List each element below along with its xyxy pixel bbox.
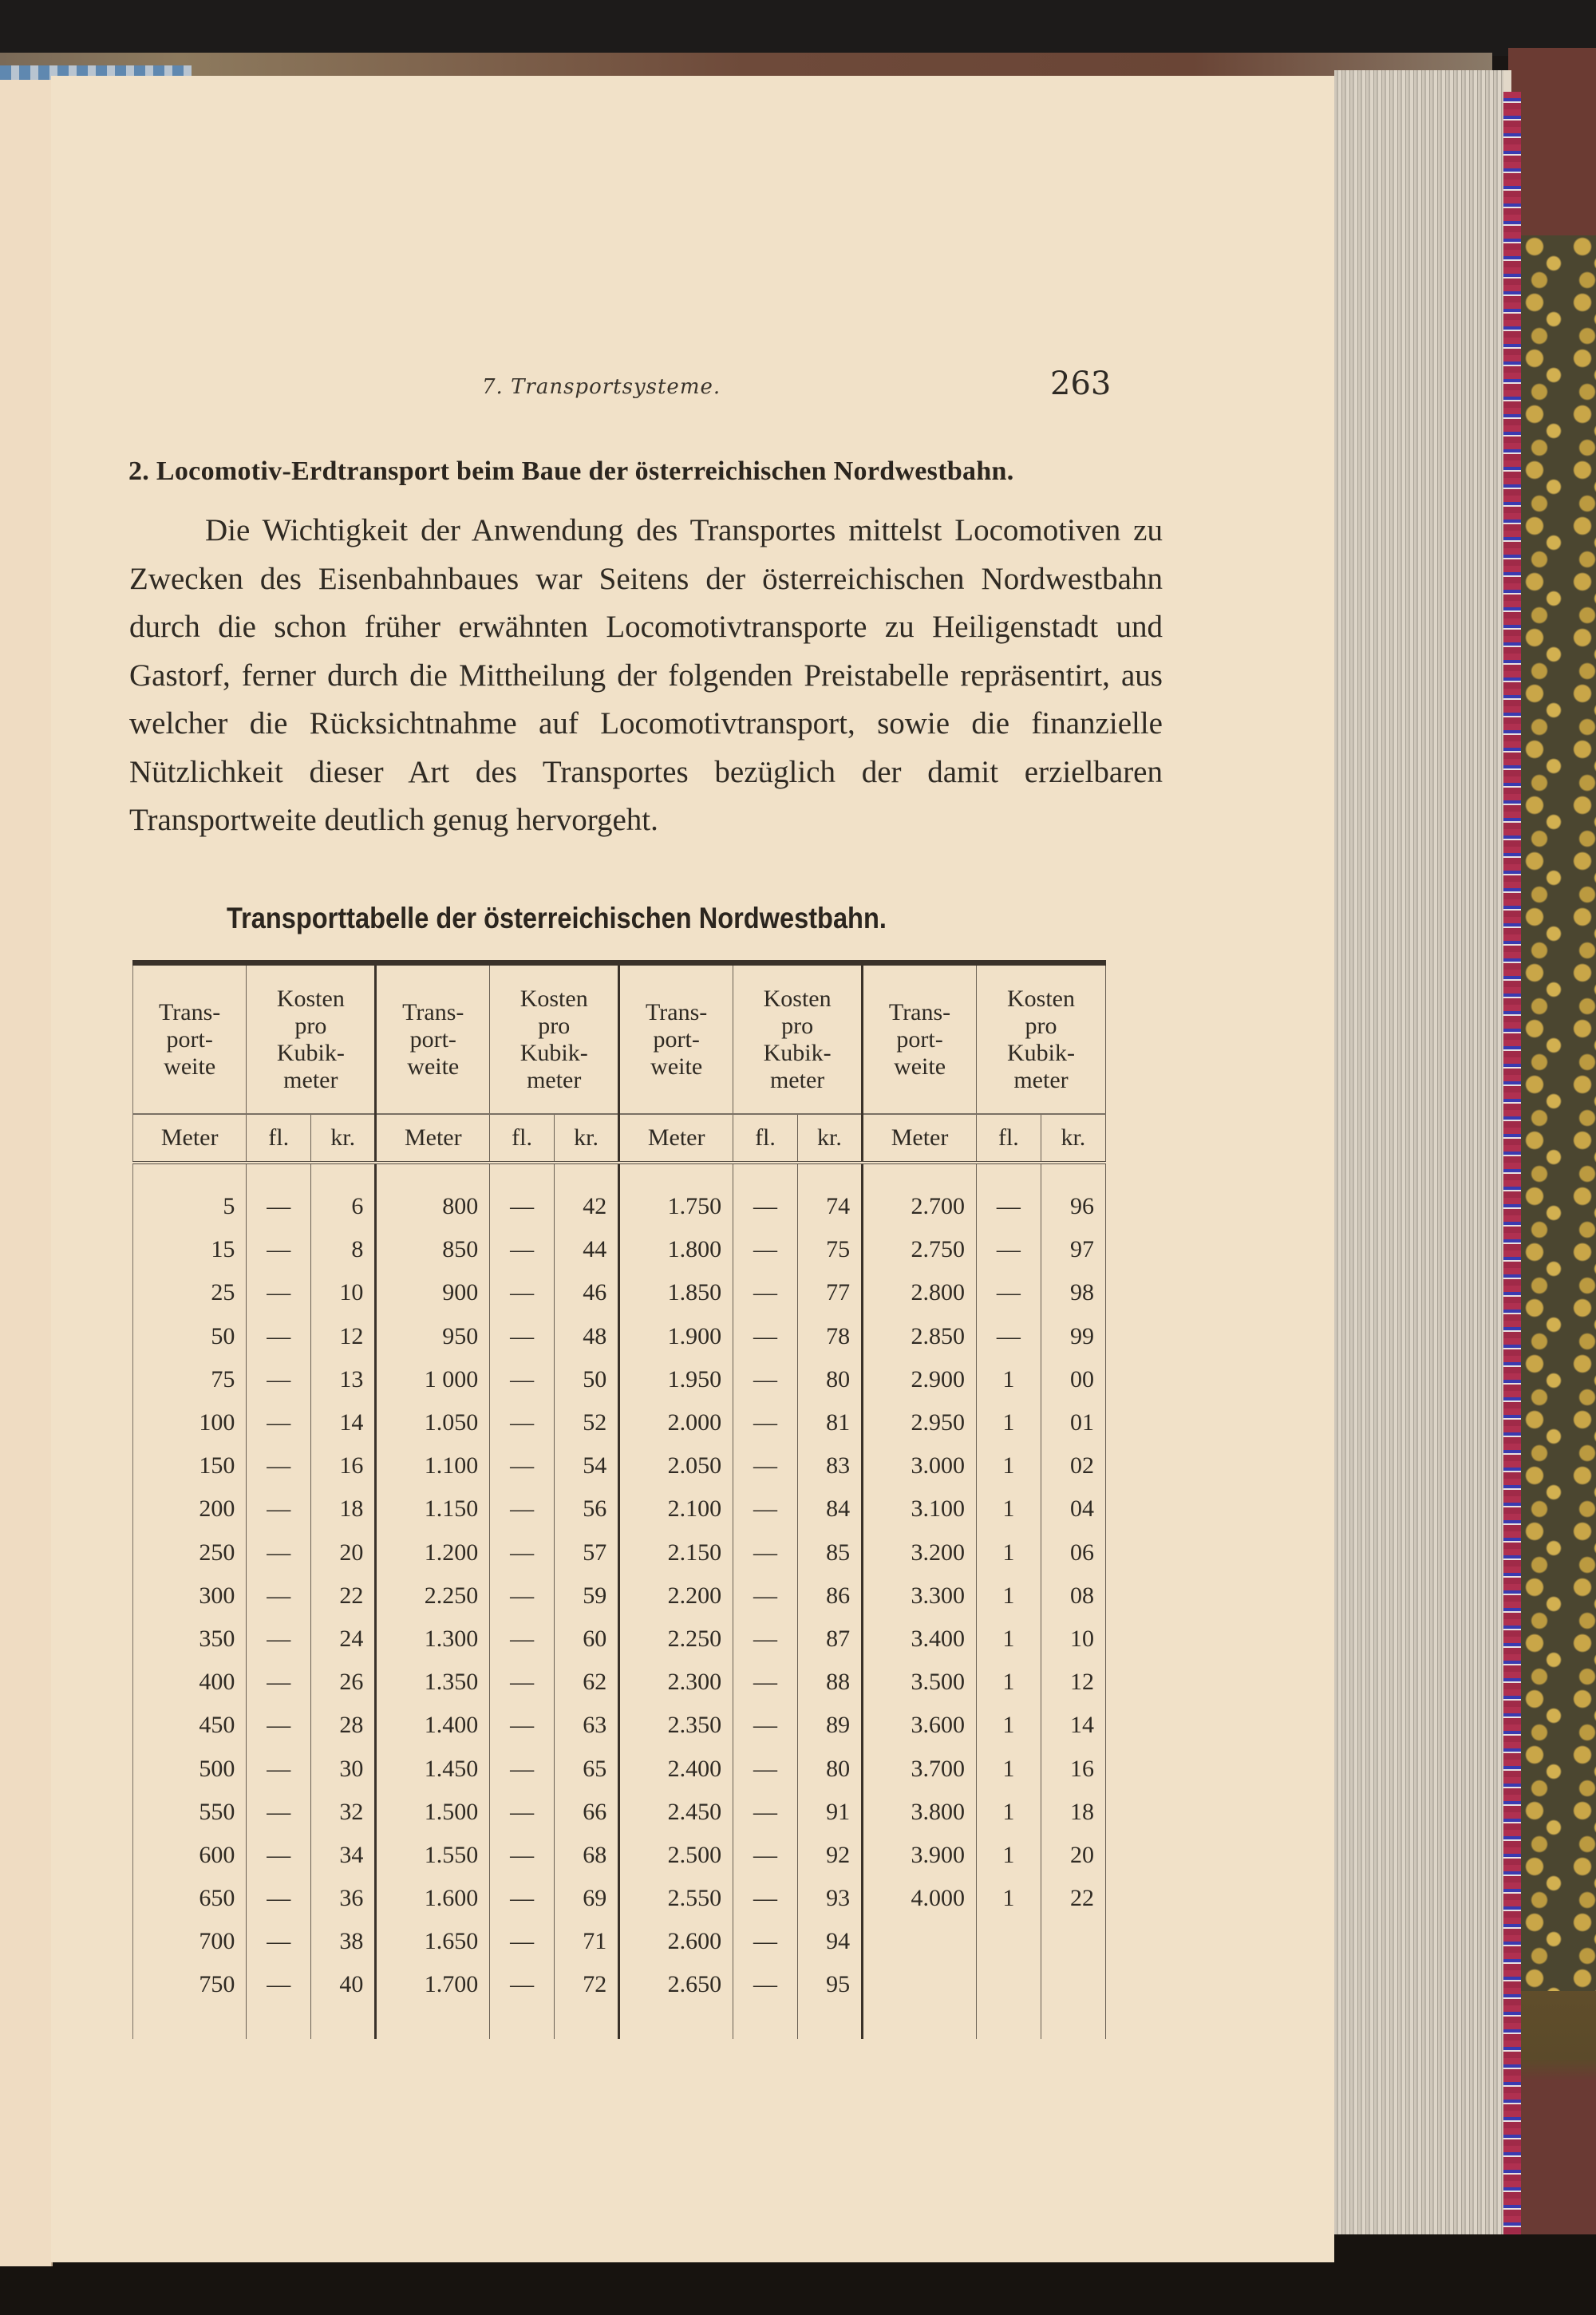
empty-cell: [247, 2007, 311, 2039]
cell-fl: —: [247, 1163, 311, 1228]
cell-fl: 1: [977, 1487, 1041, 1531]
cell-kr: 95: [797, 1963, 862, 2006]
cell-meter: 450: [133, 1704, 247, 1747]
cell-fl: —: [733, 1358, 798, 1401]
cell-meter: 1.300: [376, 1618, 490, 1661]
cell-kr: 56: [554, 1487, 618, 1531]
header-kosten: Kosten pro Kubik- meter: [490, 963, 619, 1115]
cell-fl: —: [490, 1487, 555, 1531]
cell-kr: 22: [1041, 1877, 1105, 1920]
cell-fl: —: [247, 1963, 311, 2006]
empty-cell: [1041, 2007, 1105, 2039]
cell-fl: —: [247, 1401, 311, 1444]
cell-meter: 2.050: [619, 1444, 733, 1487]
cell-meter: 3.100: [863, 1487, 977, 1531]
cell-fl: —: [490, 1920, 555, 1963]
cell-fl: —: [247, 1315, 311, 1358]
cell-fl: —: [490, 1401, 555, 1444]
cell-fl: —: [490, 1704, 555, 1747]
cell-fl: —: [490, 1618, 555, 1661]
cell-kr: 10: [311, 1271, 376, 1314]
cell-fl: —: [247, 1228, 311, 1271]
cell-kr: 81: [797, 1401, 862, 1444]
cell-kr: 20: [311, 1531, 376, 1574]
cell-fl: —: [247, 1877, 311, 1920]
cell-meter: 950: [376, 1315, 490, 1358]
cell-meter: 1.950: [619, 1358, 733, 1401]
cell-fl: —: [733, 1271, 798, 1314]
cell-kr: 69: [554, 1877, 618, 1920]
cell-kr: 6: [311, 1163, 376, 1228]
cell-kr: 16: [311, 1444, 376, 1487]
cell-kr: 12: [311, 1315, 376, 1358]
unit-fl: fl.: [733, 1114, 798, 1163]
cell-meter: 1.150: [376, 1487, 490, 1531]
cell-fl: —: [247, 1358, 311, 1401]
table-row: [133, 1401, 1106, 1444]
cell-kr: 66: [554, 1791, 618, 1834]
cell-meter: 500: [133, 1747, 247, 1790]
empty-cell: [733, 2007, 798, 2039]
cell-fl: —: [490, 1877, 555, 1920]
empty-cell: [490, 2007, 555, 2039]
cell-kr: 22: [311, 1574, 376, 1618]
cell-kr: 96: [1041, 1163, 1105, 1228]
cell-kr: 34: [311, 1834, 376, 1877]
cell-meter: 2.800: [863, 1271, 977, 1314]
cell-kr: 97: [1041, 1228, 1105, 1271]
cell-kr: 99: [1041, 1315, 1105, 1358]
cell-kr: 38: [311, 1920, 376, 1963]
background-top: [0, 0, 1596, 56]
table-row: [133, 1315, 1106, 1358]
cell-fl: —: [733, 1920, 798, 1963]
cell-meter: 5: [133, 1163, 247, 1228]
unit-fl: fl.: [977, 1114, 1041, 1163]
chapter-title: 7. Transportsysteme.: [482, 375, 721, 399]
cell-fl: —: [490, 1163, 555, 1228]
cell-kr: 00: [1041, 1358, 1105, 1401]
cell-fl: 1: [977, 1747, 1041, 1790]
cell-kr: 18: [1041, 1791, 1105, 1834]
cell-kr: 46: [554, 1271, 618, 1314]
cell-fl: —: [490, 1228, 555, 1271]
cell-kr: 80: [797, 1358, 862, 1401]
cell-meter: 1.100: [376, 1444, 490, 1487]
cell-fl: —: [733, 1315, 798, 1358]
cell-kr: 91: [797, 1791, 862, 1834]
table-row: [133, 1574, 1106, 1618]
cell-meter: 1.200: [376, 1531, 490, 1574]
cell-meter: 2.450: [619, 1791, 733, 1834]
body-paragraph: [129, 507, 1163, 845]
table-body: [133, 1163, 1106, 2039]
table-row: [133, 1271, 1106, 1314]
marbled-page-edge: [1503, 92, 1521, 2262]
cell-meter: 1.050: [376, 1401, 490, 1444]
cell-kr: 08: [1041, 1574, 1105, 1618]
cell-meter: 3.600: [863, 1704, 977, 1747]
cell-kr: 01: [1041, 1401, 1105, 1444]
header-transportweite: Trans- port- weite: [619, 963, 733, 1115]
cell-kr: 54: [554, 1444, 618, 1487]
cell-fl: —: [733, 1963, 798, 2006]
cell-meter: 4.000: [863, 1877, 977, 1920]
cell-kr: 60: [554, 1618, 618, 1661]
table-row: [133, 1487, 1106, 1531]
cell-fl: —: [490, 1444, 555, 1487]
cell-meter: 750: [133, 1963, 247, 2006]
cell-kr: 8: [311, 1228, 376, 1271]
cell-fl: —: [977, 1228, 1041, 1271]
cell-kr: 04: [1041, 1487, 1105, 1531]
cell-meter: 200: [133, 1487, 247, 1531]
cell-fl: 1: [977, 1358, 1041, 1401]
cell-meter: 1.850: [619, 1271, 733, 1314]
cell-kr: 50: [554, 1358, 618, 1401]
empty-cell: [797, 2007, 862, 2039]
transport-table: [132, 960, 1106, 2039]
cell-meter: 1.500: [376, 1791, 490, 1834]
cell-meter: 2.750: [863, 1228, 977, 1271]
cell-meter: 2.650: [619, 1963, 733, 2006]
cell-fl: 1: [977, 1791, 1041, 1834]
unit-meter: Meter: [863, 1114, 977, 1163]
cell-fl: —: [977, 1315, 1041, 1358]
header-kosten: Kosten pro Kubik- meter: [247, 963, 376, 1115]
cell-kr: 75: [797, 1228, 862, 1271]
cell-kr: 48: [554, 1315, 618, 1358]
cell-meter: 3.000: [863, 1444, 977, 1487]
cell-fl: —: [977, 1271, 1041, 1314]
cell-meter: 2.950: [863, 1401, 977, 1444]
cell-meter: 3.700: [863, 1747, 977, 1790]
cell-kr: 14: [1041, 1704, 1105, 1747]
cell-fl: —: [247, 1747, 311, 1790]
header-transportweite: Trans- port- weite: [133, 963, 247, 1115]
cell-kr: 78: [797, 1315, 862, 1358]
cell-kr: 06: [1041, 1531, 1105, 1574]
cell-fl: —: [490, 1531, 555, 1574]
left-page-sliver: [0, 80, 53, 2266]
cell-meter: 2.900: [863, 1358, 977, 1401]
cell-fl: —: [733, 1791, 798, 1834]
marbled-cover-paper: [1520, 235, 1596, 1991]
cell-kr: 32: [311, 1791, 376, 1834]
cell-meter: 650: [133, 1877, 247, 1920]
cell-fl: —: [733, 1228, 798, 1271]
cell-kr: 57: [554, 1531, 618, 1574]
cell-meter: 150: [133, 1444, 247, 1487]
cell-fl: —: [733, 1401, 798, 1444]
cell-fl: 1: [977, 1444, 1041, 1487]
cell-fl: —: [733, 1531, 798, 1574]
cell-kr: 30: [311, 1747, 376, 1790]
cell-kr: 89: [797, 1704, 862, 1747]
cell-kr: 10: [1041, 1618, 1105, 1661]
cell-meter: 1.750: [619, 1163, 733, 1228]
cell-meter: 2.700: [863, 1163, 977, 1228]
cell-meter: 1.800: [619, 1228, 733, 1271]
cell-kr: 63: [554, 1704, 618, 1747]
book-page: [51, 76, 1334, 2262]
cell-meter: 3.400: [863, 1618, 977, 1661]
page-block-fore-edge: [1334, 70, 1511, 2261]
cell-meter: 2.250: [376, 1574, 490, 1618]
cell-meter: 3.500: [863, 1661, 977, 1704]
table-title: Transporttabelle der österreichischen Nordwestbahn.: [227, 902, 887, 934]
cell-meter: 2.500: [619, 1834, 733, 1877]
cell-fl: [977, 1920, 1041, 1963]
table-row: [133, 1163, 1106, 1228]
cell-fl: 1: [977, 1574, 1041, 1618]
cell-kr: 77: [797, 1271, 862, 1314]
cell-meter: 2.550: [619, 1877, 733, 1920]
table-header: [133, 963, 1106, 1163]
empty-cell: [554, 2007, 618, 2039]
cell-fl: —: [490, 1574, 555, 1618]
cell-meter: 2.200: [619, 1574, 733, 1618]
cell-fl: —: [247, 1271, 311, 1314]
cell-meter: 850: [376, 1228, 490, 1271]
table-row: [133, 1920, 1106, 1963]
cell-meter: 2.850: [863, 1315, 977, 1358]
cell-fl: —: [247, 1444, 311, 1487]
cell-kr: 84: [797, 1487, 862, 1531]
cell-kr: 59: [554, 1574, 618, 1618]
cell-meter: 550: [133, 1791, 247, 1834]
cell-meter: 2.600: [619, 1920, 733, 1963]
table-row: [133, 1228, 1106, 1271]
cell-kr: 40: [311, 1963, 376, 2006]
cell-meter: 2.150: [619, 1531, 733, 1574]
cell-meter: 25: [133, 1271, 247, 1314]
cell-kr: 12: [1041, 1661, 1105, 1704]
cell-kr: 68: [554, 1834, 618, 1877]
cell-meter: 1.450: [376, 1747, 490, 1790]
cell-kr: 14: [311, 1401, 376, 1444]
cell-fl: —: [490, 1747, 555, 1790]
cell-meter: 75: [133, 1358, 247, 1401]
cell-fl: —: [733, 1574, 798, 1618]
cell-kr: 98: [1041, 1271, 1105, 1314]
empty-cell: [311, 2007, 376, 2039]
cell-meter: 1.700: [376, 1963, 490, 2006]
unit-kr: kr.: [1041, 1114, 1105, 1163]
cell-fl: —: [247, 1661, 311, 1704]
unit-kr: kr.: [554, 1114, 618, 1163]
cell-kr: 88: [797, 1661, 862, 1704]
cell-meter: 300: [133, 1574, 247, 1618]
cell-fl: —: [247, 1920, 311, 1963]
cell-fl: —: [490, 1271, 555, 1314]
cell-meter: 3.900: [863, 1834, 977, 1877]
cell-fl: —: [733, 1444, 798, 1487]
cell-kr: [1041, 1963, 1105, 2006]
header-kosten: Kosten pro Kubik- meter: [977, 963, 1106, 1115]
cell-meter: 15: [133, 1228, 247, 1271]
cell-kr: 36: [311, 1877, 376, 1920]
cell-fl: —: [733, 1618, 798, 1661]
cell-meter: 350: [133, 1618, 247, 1661]
cell-kr: 72: [554, 1963, 618, 2006]
cell-fl: —: [490, 1661, 555, 1704]
cell-kr: 26: [311, 1661, 376, 1704]
cell-meter: 3.800: [863, 1791, 977, 1834]
cell-kr: 02: [1041, 1444, 1105, 1487]
header-transportweite: Trans- port- weite: [863, 963, 977, 1115]
page-number: 263: [1050, 365, 1112, 402]
cell-meter: 600: [133, 1834, 247, 1877]
cell-fl: —: [490, 1315, 555, 1358]
unit-fl: fl.: [247, 1114, 311, 1163]
section-heading: 2. Locomotiv-Erdtransport beim Baue der österreichischen Nordwestbahn.: [128, 456, 1014, 486]
header-row: [133, 963, 1106, 1115]
cell-fl: —: [733, 1661, 798, 1704]
cell-meter: 250: [133, 1531, 247, 1574]
cell-kr: 85: [797, 1531, 862, 1574]
cell-kr: 13: [311, 1358, 376, 1401]
cell-meter: 2.250: [619, 1618, 733, 1661]
unit-meter: Meter: [376, 1114, 490, 1163]
cell-meter: [863, 1963, 977, 2006]
cell-kr: [1041, 1920, 1105, 1963]
cell-kr: 44: [554, 1228, 618, 1271]
cell-meter: [863, 1920, 977, 1963]
cell-kr: 80: [797, 1747, 862, 1790]
header-transportweite: Trans- port- weite: [376, 963, 490, 1115]
table-row: [133, 1661, 1106, 1704]
table-bottom-padding: [133, 2007, 1106, 2039]
empty-cell: [133, 2007, 247, 2039]
cell-kr: 62: [554, 1661, 618, 1704]
table-row: [133, 1963, 1106, 2006]
empty-cell: [619, 2007, 733, 2039]
cell-meter: 2.100: [619, 1487, 733, 1531]
cell-fl: 1: [977, 1877, 1041, 1920]
cell-meter: 900: [376, 1271, 490, 1314]
cell-kr: 52: [554, 1401, 618, 1444]
cell-meter: 800: [376, 1163, 490, 1228]
header-kosten: Kosten pro Kubik- meter: [733, 963, 863, 1115]
cell-meter: 100: [133, 1401, 247, 1444]
unit-kr: kr.: [311, 1114, 376, 1163]
cell-kr: 16: [1041, 1747, 1105, 1790]
table-row: [133, 1444, 1106, 1487]
cell-fl: —: [733, 1747, 798, 1790]
cell-fl: —: [490, 1791, 555, 1834]
table-row: [133, 1618, 1106, 1661]
cell-fl: [977, 1963, 1041, 2006]
cell-fl: 1: [977, 1531, 1041, 1574]
cell-kr: 83: [797, 1444, 862, 1487]
cell-meter: 1.600: [376, 1877, 490, 1920]
cell-fl: —: [247, 1834, 311, 1877]
unit-meter: Meter: [619, 1114, 733, 1163]
cell-meter: 2.400: [619, 1747, 733, 1790]
table-row: [133, 1747, 1106, 1790]
cell-fl: —: [733, 1163, 798, 1228]
cell-fl: —: [977, 1163, 1041, 1228]
cell-fl: 1: [977, 1401, 1041, 1444]
cell-kr: 94: [797, 1920, 862, 1963]
cell-meter: 2.000: [619, 1401, 733, 1444]
empty-cell: [977, 2007, 1041, 2039]
cell-fl: —: [733, 1704, 798, 1747]
cell-kr: 65: [554, 1747, 618, 1790]
cell-meter: 1.400: [376, 1704, 490, 1747]
cell-kr: 18: [311, 1487, 376, 1531]
cell-kr: 71: [554, 1920, 618, 1963]
units-row: [133, 1114, 1106, 1163]
cell-kr: 74: [797, 1163, 862, 1228]
table-row: [133, 1704, 1106, 1747]
table-row: [133, 1877, 1106, 1920]
cell-fl: —: [247, 1531, 311, 1574]
cell-fl: 1: [977, 1834, 1041, 1877]
cell-meter: 1.550: [376, 1834, 490, 1877]
cell-kr: 93: [797, 1877, 862, 1920]
cell-meter: 1.900: [619, 1315, 733, 1358]
cell-meter: 50: [133, 1315, 247, 1358]
cell-meter: 2.300: [619, 1661, 733, 1704]
cell-kr: 28: [311, 1704, 376, 1747]
table-row: [133, 1531, 1106, 1574]
cell-kr: 20: [1041, 1834, 1105, 1877]
cell-fl: —: [247, 1487, 311, 1531]
cell-fl: 1: [977, 1704, 1041, 1747]
paragraph-text: Die Wichtigkeit der Anwendung des Transportes mittelst Locomotiven zu Zwecken des Eisenbahnbaues war Seitens der österreichischen Nordwestbahn durch die schon früher erwähnten Locomotivtransporte zu Heiligenstadt und Gastorf, ferner durch die Mittheilung der folgenden Preistabelle repräsentirt, aus welcher die Rücksichtnahme auf Locomotivtransport, sowie die finanzielle Nützlichkeit dieser Art des Transportes bezüglich der damit erzielbaren Transportweite deutlich genug hervorgeht.: [129, 513, 1163, 837]
cell-meter: 400: [133, 1661, 247, 1704]
cell-meter: 1 000: [376, 1358, 490, 1401]
unit-meter: Meter: [133, 1114, 247, 1163]
cell-fl: —: [247, 1704, 311, 1747]
table-row: [133, 1834, 1106, 1877]
cell-kr: 87: [797, 1618, 862, 1661]
cell-fl: —: [490, 1963, 555, 2006]
unit-fl: fl.: [490, 1114, 555, 1163]
cell-meter: 3.200: [863, 1531, 977, 1574]
empty-cell: [376, 2007, 490, 2039]
table-row: [133, 1358, 1106, 1401]
cell-meter: 1.650: [376, 1920, 490, 1963]
cell-fl: —: [490, 1358, 555, 1401]
cell-kr: 42: [554, 1163, 618, 1228]
cell-meter: 1.350: [376, 1661, 490, 1704]
cell-kr: 86: [797, 1574, 862, 1618]
cell-fl: —: [733, 1834, 798, 1877]
empty-cell: [863, 2007, 977, 2039]
cell-fl: —: [733, 1877, 798, 1920]
cell-kr: 24: [311, 1618, 376, 1661]
cell-fl: —: [490, 1834, 555, 1877]
cell-fl: —: [247, 1574, 311, 1618]
cell-fl: 1: [977, 1618, 1041, 1661]
cell-fl: —: [733, 1487, 798, 1531]
cell-fl: 1: [977, 1661, 1041, 1704]
cell-fl: —: [247, 1791, 311, 1834]
unit-kr: kr.: [797, 1114, 862, 1163]
table-row: [133, 1791, 1106, 1834]
cell-meter: 3.300: [863, 1574, 977, 1618]
cell-kr: 92: [797, 1834, 862, 1877]
cell-meter: 2.350: [619, 1704, 733, 1747]
cell-fl: —: [247, 1618, 311, 1661]
cell-meter: 700: [133, 1920, 247, 1963]
